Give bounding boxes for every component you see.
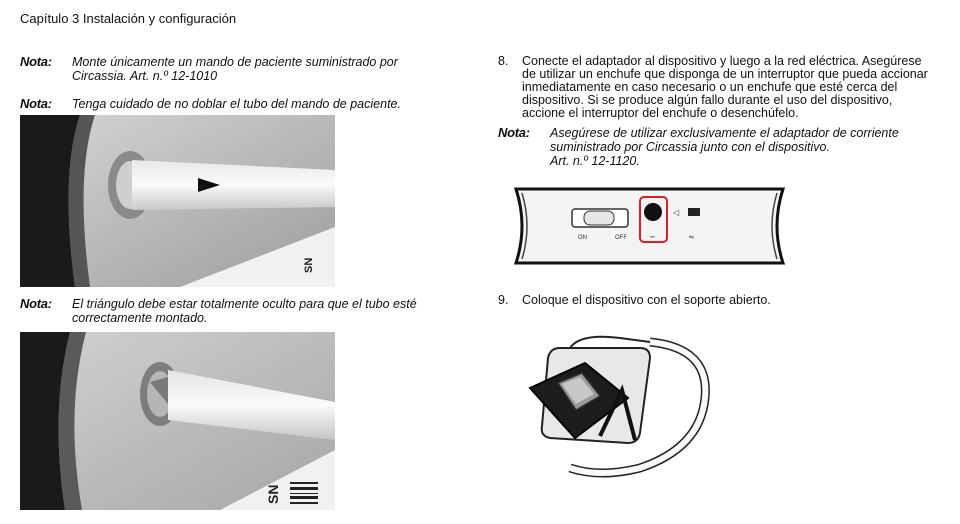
page-header: Capítulo 3 Instalación y configuración	[20, 11, 237, 26]
note-line: suministrado por Circassia junto con el dispositivo.	[550, 140, 830, 154]
photo-tube-connector-triangle	[20, 115, 335, 287]
note-adapter	[498, 126, 938, 172]
photo-tube-connector-mounted	[20, 332, 335, 510]
note-tube-supplier	[20, 55, 450, 85]
note-label: Nota:	[20, 54, 52, 69]
dc-symbol: ⎓	[650, 235, 655, 241]
step-9	[498, 294, 918, 310]
step-line: de utilizar un enchufe que disponga de un interruptor que pueda accionar	[522, 67, 928, 81]
note-line: Tenga cuidado de no doblar el tubo del mando de paciente.	[72, 97, 401, 111]
note-label: Nota:	[498, 125, 530, 140]
power-socket	[644, 203, 662, 221]
photo-sn-label: SN	[265, 484, 281, 504]
note-line: Art. n.º 12-1120.	[550, 154, 640, 168]
step-line: Coloque el dispositivo con el soporte abierto.	[522, 293, 771, 307]
note-line: Circassia. Art. n.º 12-1010	[72, 69, 218, 83]
note-line: El triángulo debe estar totalmente oculto para que el tubo esté	[72, 297, 417, 311]
device-with-stand-illustration	[500, 318, 725, 483]
step-8	[498, 55, 958, 121]
note-line: Monte únicamente un mando de paciente suministrado por	[72, 55, 398, 69]
usb-port	[688, 208, 700, 216]
usb-symbol: ⇋	[689, 235, 695, 241]
switch-on-label: ON	[578, 235, 587, 241]
note-line: correctamente montado.	[72, 311, 208, 325]
photo-sn-label: SN	[303, 257, 315, 273]
port-symbol: ◁	[673, 208, 680, 217]
note-triangle-hidden	[20, 297, 460, 327]
step-number: 8.	[498, 54, 509, 68]
switch-off-label: OFF	[615, 235, 627, 241]
step-line: Conecte el adaptador al dispositivo y luego a la red eléctrica. Asegúrese	[522, 54, 922, 68]
step-line: dispositivo. Si se produce algún fallo durante el uso del dispositivo,	[522, 93, 893, 107]
note-label: Nota:	[20, 296, 52, 311]
device-back-panel-illustration	[512, 185, 787, 267]
step-line: accione el interruptor del enchufe o desenchúfelo.	[522, 106, 799, 120]
note-label: Nota:	[20, 96, 52, 111]
note-line: Asegúrese de utilizar exclusivamente el adaptador de corriente	[550, 126, 899, 140]
step-number: 9.	[498, 293, 509, 307]
step-line: inmediatamente en caso necesario o un enchufe que esté cerca del	[522, 80, 898, 94]
note-tube-bend	[20, 97, 450, 113]
